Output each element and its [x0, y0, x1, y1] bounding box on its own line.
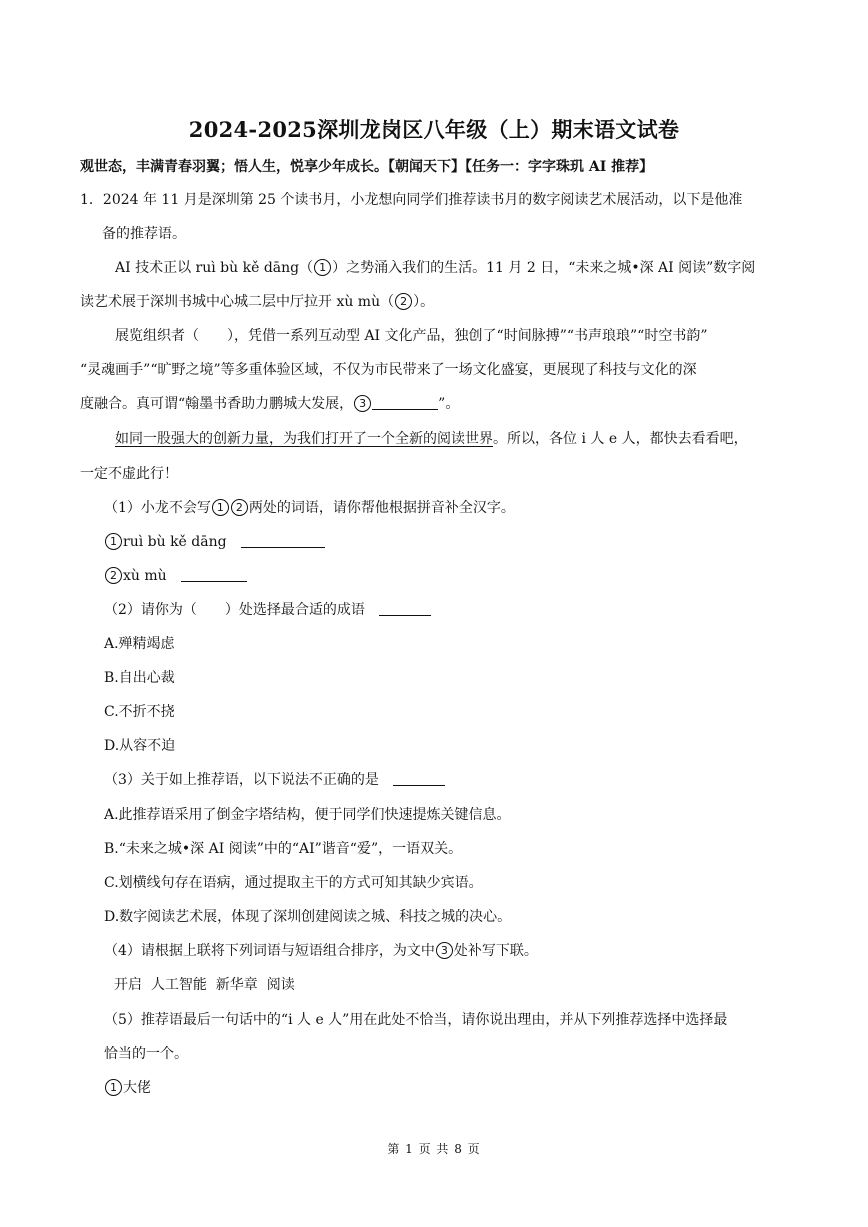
sub-question-1: [104, 498, 515, 518]
passage-paragraph-2-line2: “灵魂画手”“旷野之境”等多重体验区域，不仅为市民带来了一场文化盛宴，更展现了科技与文化的深: [80, 362, 697, 378]
passage-paragraph-3-line2: 一定不虚此行！: [80, 466, 178, 482]
question-text: （1）小龙不会写: [104, 500, 211, 516]
circled-number-3: 3: [436, 942, 453, 959]
answer-blank[interactable]: [241, 533, 325, 548]
option-c[interactable]: C.不折不挠: [104, 704, 175, 720]
pinyin-text: xù mù: [123, 568, 167, 584]
sub-question-4: [104, 941, 538, 961]
pinyin-text: ruì bù kě dāng: [123, 534, 227, 550]
question-text: （2）请你为（ ）处选择最合适的成语: [104, 602, 365, 618]
option-d[interactable]: D.从容不迫: [104, 738, 176, 754]
sub-question-5-line2: 恰当的一个。: [104, 1046, 188, 1062]
question-text: 两处的词语，请你帮他根据拼音补全汉字。: [248, 500, 515, 516]
option-a[interactable]: A.殚精竭虑: [104, 636, 175, 652]
answer-blank[interactable]: [379, 601, 431, 616]
circled-number-2: 2: [395, 293, 412, 310]
question-text: （4）请根据上联将下列词语与短语组合排序，为文中: [104, 943, 435, 959]
circled-number-2: 2: [231, 499, 248, 516]
circled-number-1: 1: [314, 259, 331, 276]
choice-text[interactable]: 大佬: [123, 1080, 151, 1096]
section-subtitle: 观世态，丰满青春羽翼；悟人生，悦享少年成长。【朝闻天下】【任务一：字字珠玑 AI 推荐】: [80, 159, 654, 175]
passage-paragraph-3-line1: [115, 429, 748, 449]
sub-question-1-item-2: [104, 566, 247, 586]
answer-blank[interactable]: [372, 395, 438, 410]
option-d[interactable]: D.数字阅读艺术展，体现了深圳创建阅读之城、科技之城的决心。: [104, 909, 512, 925]
page-footer: 第 1 页 共 8 页: [387, 1142, 481, 1156]
passage-text: AI 技术正以 ruì bù kě dāng（: [115, 260, 314, 276]
sub-question-2: [104, 600, 431, 620]
passage-paragraph-2-line3: [80, 394, 459, 414]
exam-title: 2024-2025深圳龙岗区八年级（上）期末语文试卷: [188, 117, 680, 142]
passage-text: 读艺术展于深圳书城中心城二层中厅拉开 xù mù（: [80, 294, 395, 310]
circled-number-3: 3: [354, 395, 371, 412]
option-b[interactable]: B.自出心裁: [104, 670, 175, 686]
option-b[interactable]: B.“未来之城•深 AI 阅读”中的“AI”谐音“爱”，一语双关。: [104, 841, 463, 857]
passage-text: 。所以，各位 i 人 e 人，都快去看看吧，: [493, 431, 748, 447]
question-1-intro-line1: 1．2024 年 11 月是深圳第 25 个读书月，小龙想向同学们推荐读书月的数字阅读艺术展活动，以下是他准: [80, 192, 743, 208]
question-1-intro-line2: 备的推荐语。: [102, 226, 186, 242]
word-list: 开启 人工智能 新华章 阅读: [114, 977, 295, 993]
circled-number-2: 2: [105, 567, 122, 584]
circled-number-1: 1: [105, 533, 122, 550]
question-text: 处补写下联。: [453, 943, 538, 959]
circled-number-1: 1: [105, 1079, 122, 1096]
sub-question-3: [104, 770, 445, 790]
circled-number-1: 1: [212, 499, 229, 516]
passage-paragraph-2-line1: 展览组织者（ ），凭借一系列互动型 AI 文化产品，独创了“时间脉搏”“书声琅琅”“时空书韵”: [115, 328, 708, 344]
passage-text: ）之势涌入我们的生活。11 月 2 日，“未来之城•深 AI 阅读”数字阅: [332, 260, 756, 276]
answer-blank[interactable]: [393, 771, 445, 786]
option-c[interactable]: C.划横线句存在语病，通过提取主干的方式可知其缺少宾语。: [104, 875, 483, 891]
question-text: （3）关于如上推荐语，以下说法不正确的是: [104, 772, 379, 788]
sub-question-5-item-1: [104, 1078, 151, 1098]
option-a[interactable]: A.此推荐语采用了倒金字塔结构，便于同学们快速提炼关键信息。: [104, 807, 511, 823]
answer-blank[interactable]: [181, 567, 247, 582]
passage-text: 度融合。真可谓“翰墨书香助力鹏城大发展，: [80, 396, 354, 412]
underlined-sentence: 如同一股强大的创新力量，为我们打开了一个全新的阅读世界: [115, 431, 493, 447]
passage-paragraph-1-line2: [80, 292, 434, 312]
passage-paragraph-1-line1: [115, 258, 755, 278]
sub-question-1-item-1: [104, 532, 325, 552]
passage-text: ）。: [413, 294, 435, 310]
sub-question-5-line1: （5）推荐语最后一句话中的“i 人 e 人”用在此处不恰当，请你说出理由，并从下列推荐选择中选择最: [104, 1012, 728, 1028]
passage-text: ”。: [438, 396, 460, 412]
